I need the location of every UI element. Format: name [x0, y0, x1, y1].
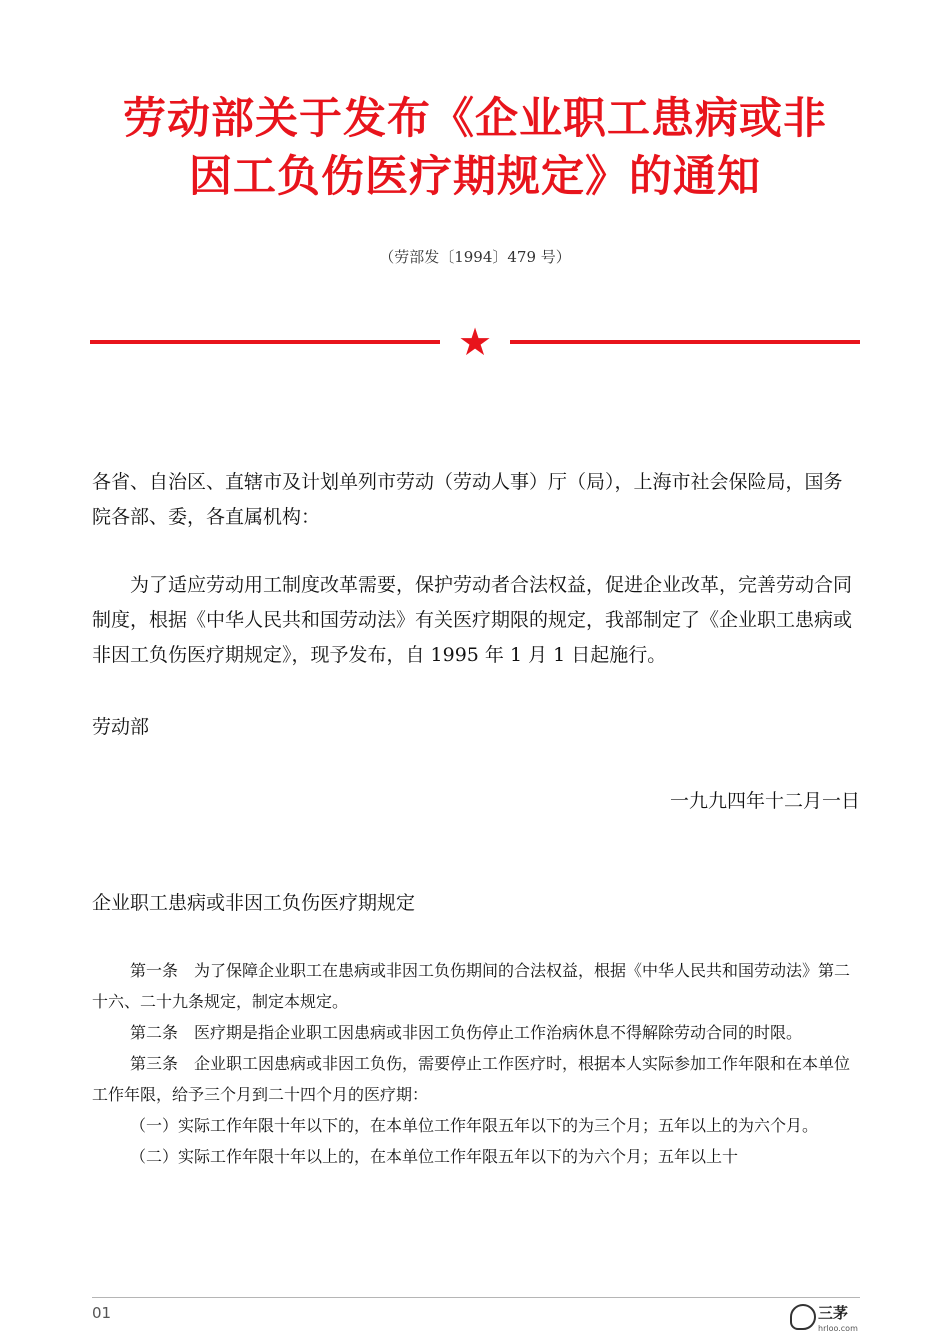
addressee: 各省、自治区、直辖市及计划单列市劳动（劳动人事）厅（局），上海市社会保险局，国务院各部、委，各直属机构： — [92, 471, 843, 528]
red-star-divider — [90, 322, 860, 362]
notice-body: 为了适应劳动用工制度改革需要，保护劳动者合法权益，促进企业改革，完善劳动合同制度，根据《中华人民共和国劳动法》有关医疗期限的规定，我部制定了《企业职工患病或非因工负伤医疗期规定》，现予发布，自 1995 年 1 月 1 日起施行。 — [92, 574, 853, 666]
article-3: 第三条 企业职工因患病或非因工负伤，需要停止工作医疗时，根据本人实际参加工作年限和在本单位工作年限，给予三个月到二十四个月的医疗期： — [92, 1054, 851, 1104]
logo-icon — [790, 1304, 816, 1330]
divider-right-line — [510, 340, 860, 344]
article-3-item-1: （一）实际工作年限十年以下的，在本单位工作年限五年以下的为三个月；五年以上的为六个月。 — [130, 1116, 819, 1135]
document-number: （劳部发〔1994〕479 号） — [379, 248, 571, 266]
article-1: 第一条 为了保障企业职工在患病或非因工负伤期间的合法权益，根据《中华人民共和国劳动法》第二十六、二十九条规定，制定本规定。 — [92, 961, 851, 1011]
signer: 劳动部 — [92, 716, 150, 738]
title-line-2: 因工负伤医疗期规定》的通知 — [189, 152, 761, 202]
issue-date: 一九九四年十二月一日 — [669, 790, 860, 812]
page-number: 01 — [92, 1304, 112, 1322]
article-3-item-2: （二）实际工作年限十年以上的，在本单位工作年限五年以下的为六个月；五年以上十 — [130, 1147, 739, 1166]
regulation-title: 企业职工患病或非因工负伤医疗期规定 — [92, 892, 416, 914]
divider-left-line — [90, 340, 440, 344]
title-line-1: 劳动部关于发布《企业职工患病或非 — [123, 94, 827, 144]
hrloo-logo — [790, 1300, 860, 1340]
logo-url: hrloo.com — [818, 1324, 858, 1333]
document-title — [70, 90, 880, 206]
regulation-articles — [92, 955, 860, 1172]
footer-divider — [92, 1297, 860, 1298]
star-icon: ★ — [457, 320, 493, 364]
article-2: 第二条 医疗期是指企业职工因患病或非因工负伤停止工作治病休息不得解除劳动合同的时限。 — [130, 1023, 803, 1042]
logo-text: 三茅 — [818, 1304, 849, 1322]
